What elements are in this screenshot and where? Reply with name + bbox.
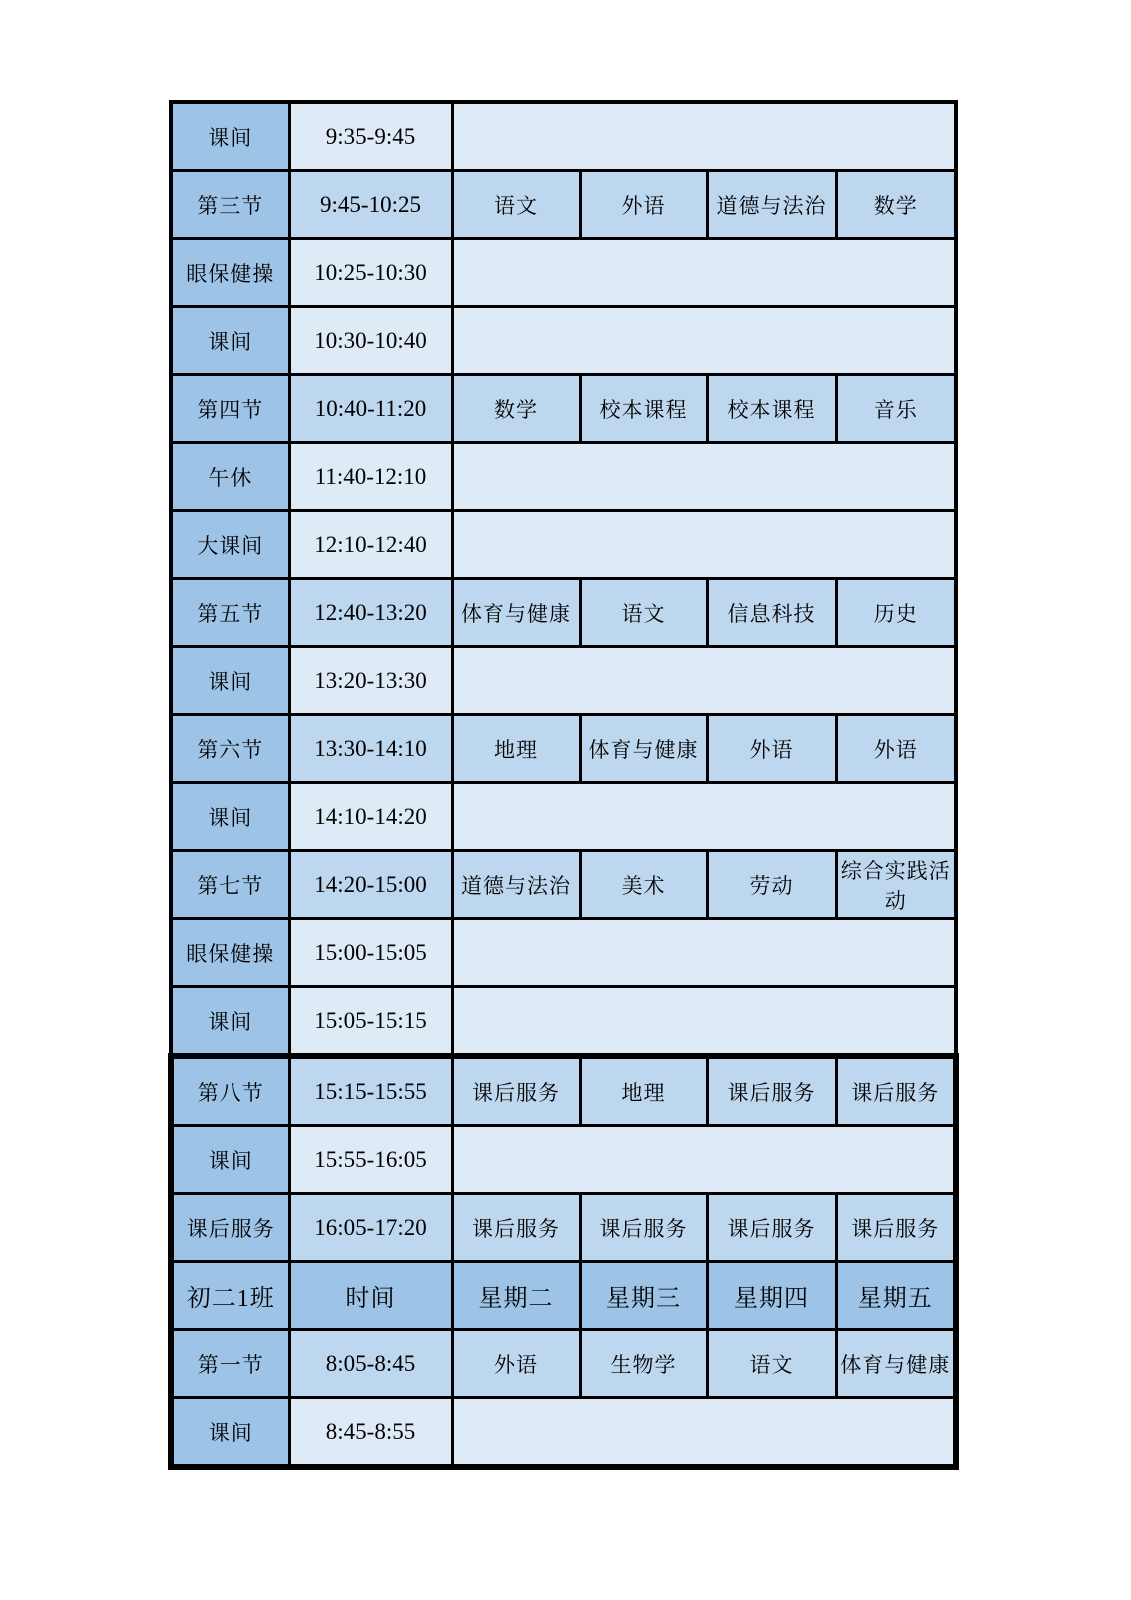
time-cell: 9:35-9:45 [289,102,452,171]
table-row [171,579,956,647]
empty-cell [452,1126,956,1194]
subject-cell: 语文 [580,579,707,647]
time-cell: 14:10-14:20 [289,783,452,851]
period-label-cell: 课间 [171,102,289,171]
subject-cell: 体育与健康 [452,579,580,647]
time-cell: 14:20-15:00 [289,851,452,919]
empty-cell [452,511,956,579]
empty-cell [452,239,956,307]
time-cell: 15:00-15:05 [289,919,452,987]
subject-cell: 课后服务 [707,1194,836,1262]
table-row [171,375,956,443]
subject-cell: 生物学 [580,1330,707,1398]
time-cell: 9:45-10:25 [289,171,452,239]
table-row [171,1056,956,1126]
period-label-cell: 午休 [171,443,289,511]
period-label-cell: 课间 [171,1398,289,1468]
period-label-cell: 第四节 [171,375,289,443]
timetable [168,100,959,1470]
subject-cell: 道德与法治 [707,171,836,239]
subject-cell: 课后服务 [452,1194,580,1262]
time-cell: 12:40-13:20 [289,579,452,647]
time-cell: 10:40-11:20 [289,375,452,443]
table-row [171,1262,956,1330]
day-header-cell: 星期二 [452,1262,580,1330]
time-cell: 15:55-16:05 [289,1126,452,1194]
subject-cell: 美术 [580,851,707,919]
table-row [171,1126,956,1194]
table-row [171,102,956,171]
time-cell: 12:10-12:40 [289,511,452,579]
table-row [171,783,956,851]
table-row [171,1194,956,1262]
subject-cell: 道德与法治 [452,851,580,919]
period-label-cell: 第七节 [171,851,289,919]
subject-cell: 语文 [707,1330,836,1398]
subject-cell: 综合实践活动 [836,851,956,919]
table-row [171,239,956,307]
subject-cell: 外语 [707,715,836,783]
time-cell: 10:25-10:30 [289,239,452,307]
period-label-cell: 课间 [171,783,289,851]
period-label-cell: 第三节 [171,171,289,239]
period-label-cell: 第八节 [171,1056,289,1126]
table-row [171,171,956,239]
empty-cell [452,783,956,851]
time-cell: 15:05-15:15 [289,987,452,1057]
class-name-cell: 初二1班 [171,1262,289,1330]
subject-cell: 地理 [580,1056,707,1126]
table-row [171,919,956,987]
time-cell: 8:05-8:45 [289,1330,452,1398]
subject-cell: 语文 [452,171,580,239]
empty-cell [452,102,956,171]
period-label-cell: 第五节 [171,579,289,647]
subject-cell: 体育与健康 [836,1330,956,1398]
time-cell: 8:45-8:55 [289,1398,452,1468]
subject-cell: 校本课程 [580,375,707,443]
empty-cell [452,919,956,987]
table-row [171,715,956,783]
subject-cell: 音乐 [836,375,956,443]
timetable-table [168,100,959,1470]
subject-cell: 外语 [580,171,707,239]
subject-cell: 课后服务 [836,1194,956,1262]
subject-cell: 体育与健康 [580,715,707,783]
subject-cell: 数学 [836,171,956,239]
period-label-cell: 大课间 [171,511,289,579]
period-label-cell: 课间 [171,307,289,375]
time-cell: 15:15-15:55 [289,1056,452,1126]
period-label-cell: 眼保健操 [171,239,289,307]
subject-cell: 课后服务 [707,1056,836,1126]
subject-cell: 历史 [836,579,956,647]
table-row [171,511,956,579]
time-cell: 13:20-13:30 [289,647,452,715]
time-cell: 10:30-10:40 [289,307,452,375]
timetable-body [171,102,956,1467]
subject-cell: 课后服务 [452,1056,580,1126]
table-row [171,307,956,375]
period-label-cell: 第一节 [171,1330,289,1398]
empty-cell [452,307,956,375]
subject-cell: 劳动 [707,851,836,919]
table-row [171,1398,956,1468]
table-row [171,647,956,715]
day-header-cell: 星期五 [836,1262,956,1330]
time-cell: 16:05-17:20 [289,1194,452,1262]
period-label-cell: 眼保健操 [171,919,289,987]
table-row [171,1330,956,1398]
subject-cell: 外语 [452,1330,580,1398]
empty-cell [452,647,956,715]
subject-cell: 外语 [836,715,956,783]
day-header-cell: 星期三 [580,1262,707,1330]
time-cell: 11:40-12:10 [289,443,452,511]
period-label-cell: 课后服务 [171,1194,289,1262]
subject-cell: 课后服务 [580,1194,707,1262]
table-row [171,987,956,1057]
subject-cell: 校本课程 [707,375,836,443]
subject-cell: 课后服务 [836,1056,956,1126]
subject-cell: 信息科技 [707,579,836,647]
time-header-cell: 时间 [289,1262,452,1330]
subject-cell: 地理 [452,715,580,783]
period-label-cell: 第六节 [171,715,289,783]
table-row [171,443,956,511]
period-label-cell: 课间 [171,1126,289,1194]
period-label-cell: 课间 [171,647,289,715]
time-cell: 13:30-14:10 [289,715,452,783]
period-label-cell: 课间 [171,987,289,1057]
empty-cell [452,1398,956,1468]
subject-cell: 数学 [452,375,580,443]
empty-cell [452,443,956,511]
table-row [171,851,956,919]
day-header-cell: 星期四 [707,1262,836,1330]
empty-cell [452,987,956,1057]
